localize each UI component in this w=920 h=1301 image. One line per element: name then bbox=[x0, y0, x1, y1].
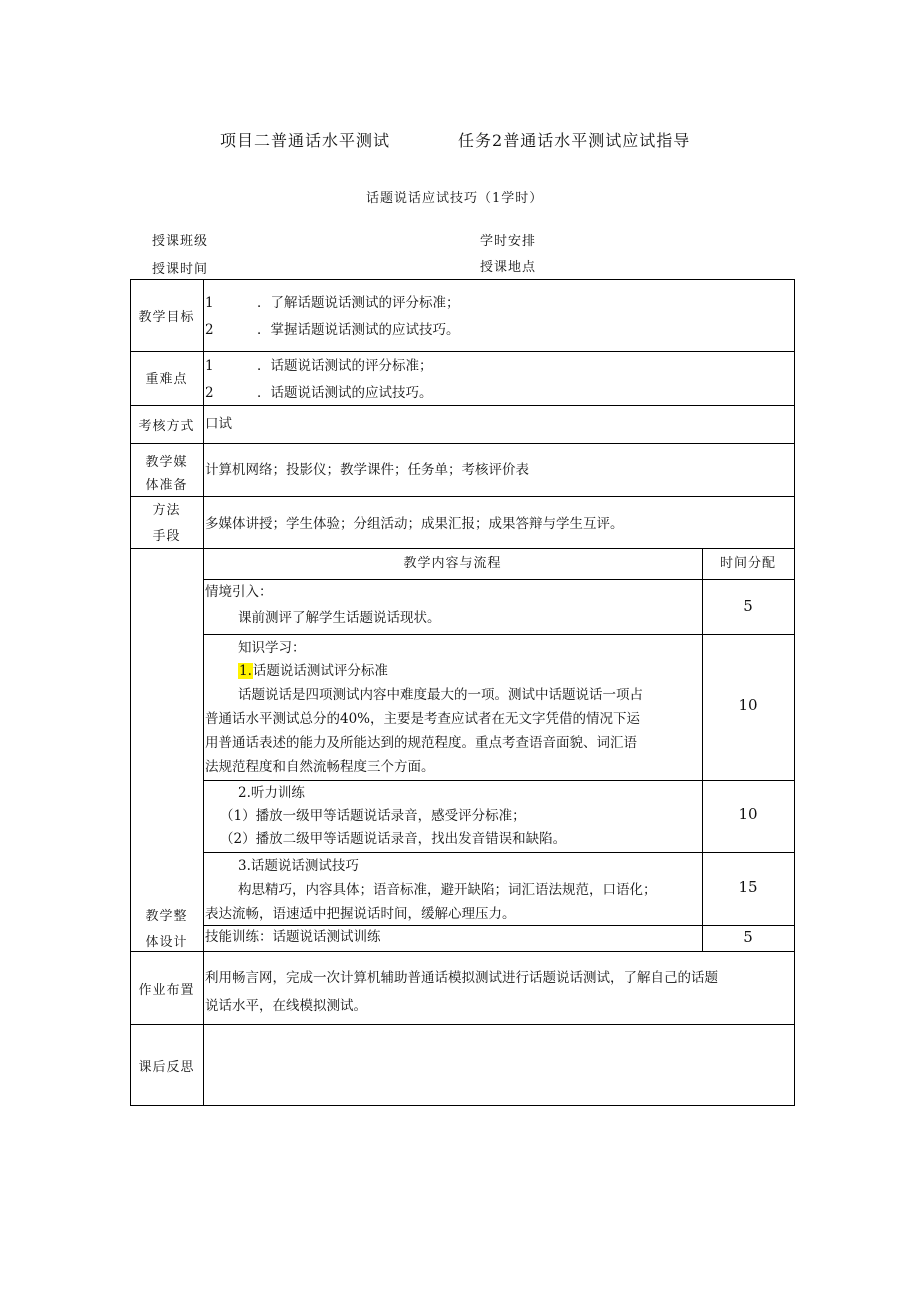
section-line: （2）播放二级甲等话题说话录音，找出发音错误和缺陷。 bbox=[220, 831, 567, 847]
content-column-header: 教学内容与流程 bbox=[403, 556, 502, 571]
time-value: 15 bbox=[738, 878, 758, 896]
section-line: 情境引入： bbox=[205, 584, 273, 600]
key-point-text: ．话题说话测试的评分标准； bbox=[257, 358, 433, 374]
key-point-text: ．话题说话测试的应试技巧。 bbox=[257, 385, 433, 401]
time-value: 10 bbox=[738, 696, 758, 714]
border bbox=[203, 634, 795, 635]
title-left: 项目二普通话水平测试 bbox=[220, 131, 391, 150]
design-label-line1: 教学整 bbox=[145, 909, 188, 924]
assessment-value: 口试 bbox=[205, 416, 232, 432]
reflection-label: 课后反思 bbox=[138, 1060, 195, 1075]
highlighted-number: 1. bbox=[239, 663, 252, 679]
section-line: 2.听力训练 bbox=[238, 785, 305, 801]
lesson-subtitle: 话题说话应试技巧（1学时） bbox=[366, 191, 544, 206]
design-label-line2: 体设计 bbox=[145, 935, 188, 950]
section-heading: 知识学习： bbox=[238, 640, 306, 656]
methods-label-line2: 手段 bbox=[152, 529, 181, 544]
border bbox=[203, 780, 795, 781]
border bbox=[130, 951, 795, 952]
objective-text: ．了解话题说话测试的评分标准； bbox=[257, 295, 460, 311]
section-line: 3.话题说话测试技巧 bbox=[238, 858, 359, 874]
assessment-label: 考核方式 bbox=[138, 419, 195, 434]
homework-label: 作业布置 bbox=[138, 983, 195, 998]
border bbox=[130, 351, 795, 352]
section-line: 法规范程度和自然流畅程度三个方面。 bbox=[205, 759, 435, 775]
border bbox=[203, 852, 795, 853]
section-line: （1）播放一级甲等话题说话录音，感受评分标准； bbox=[220, 808, 526, 824]
media-label-line1: 教学媒 bbox=[145, 455, 188, 470]
section-line: 普通话水平测试总分的40%，主要是考查应试者在无文字凭借的情况下运 bbox=[205, 711, 641, 727]
methods-value: 多媒体讲授；学生体验；分组活动；成果汇报；成果答辩与学生互评。 bbox=[205, 516, 624, 532]
border bbox=[130, 279, 795, 280]
key-point-no: 2 bbox=[205, 385, 214, 401]
border bbox=[130, 443, 795, 444]
subtitle-text: 话题说话测试评分标准 bbox=[252, 663, 388, 679]
section-subtitle bbox=[238, 660, 388, 682]
section-line: 构思精巧，内容具体；语音标准，避开缺陷；词汇语法规范，口语化； bbox=[238, 882, 657, 898]
border bbox=[130, 1024, 795, 1025]
border bbox=[203, 579, 795, 580]
section-line: 用普通话表述的能力及所能达到的规范程度。重点考查语音面貌、词汇语 bbox=[205, 735, 637, 751]
media-value: 计算机网络；投影仪；教学课件；任务单；考核评价表 bbox=[205, 462, 529, 478]
section-line: 课前测评了解学生话题说话现状。 bbox=[238, 610, 441, 626]
location-label: 授课地点 bbox=[480, 260, 537, 275]
time-value: 5 bbox=[743, 928, 753, 946]
title-right: 任务2普通话水平测试应试指导 bbox=[458, 131, 691, 150]
time-value: 5 bbox=[743, 597, 753, 615]
border bbox=[130, 405, 795, 406]
key-point-no: 1 bbox=[205, 358, 214, 374]
objective-text: ．掌握话题说话测试的应试技巧。 bbox=[257, 322, 460, 338]
border bbox=[794, 279, 795, 1105]
objective-no: 1 bbox=[205, 295, 214, 311]
homework-line: 利用畅言网，完成一次计算机辅助普通话模拟测试进行话题说话测试，了解自己的话题 bbox=[205, 970, 718, 986]
border bbox=[130, 1105, 795, 1106]
border bbox=[203, 279, 204, 1105]
section-line: 表达流畅，语速适中把握说话时间，缓解心理压力。 bbox=[205, 906, 516, 922]
border bbox=[130, 496, 795, 497]
key-points-label: 重难点 bbox=[145, 372, 188, 387]
schedule-label: 学时安排 bbox=[480, 234, 537, 249]
time-value: 10 bbox=[738, 805, 758, 823]
media-label-line2: 体准备 bbox=[145, 478, 188, 493]
homework-line: 说话水平，在线模拟测试。 bbox=[205, 998, 367, 1014]
section-line: 话题说话是四项测试内容中难度最大的一项。测试中话题说话一项占 bbox=[238, 687, 643, 703]
document-title bbox=[220, 128, 690, 151]
border bbox=[130, 548, 795, 549]
methods-label-line1: 方法 bbox=[152, 503, 181, 518]
section-line: 技能训练：话题说话测试训练 bbox=[205, 929, 381, 945]
class-label: 授课班级 bbox=[152, 234, 209, 249]
objectives-label: 教学目标 bbox=[138, 310, 195, 325]
time-column-header: 时间分配 bbox=[719, 556, 776, 571]
time-label: 授课时间 bbox=[152, 262, 209, 277]
objective-no: 2 bbox=[205, 322, 214, 338]
